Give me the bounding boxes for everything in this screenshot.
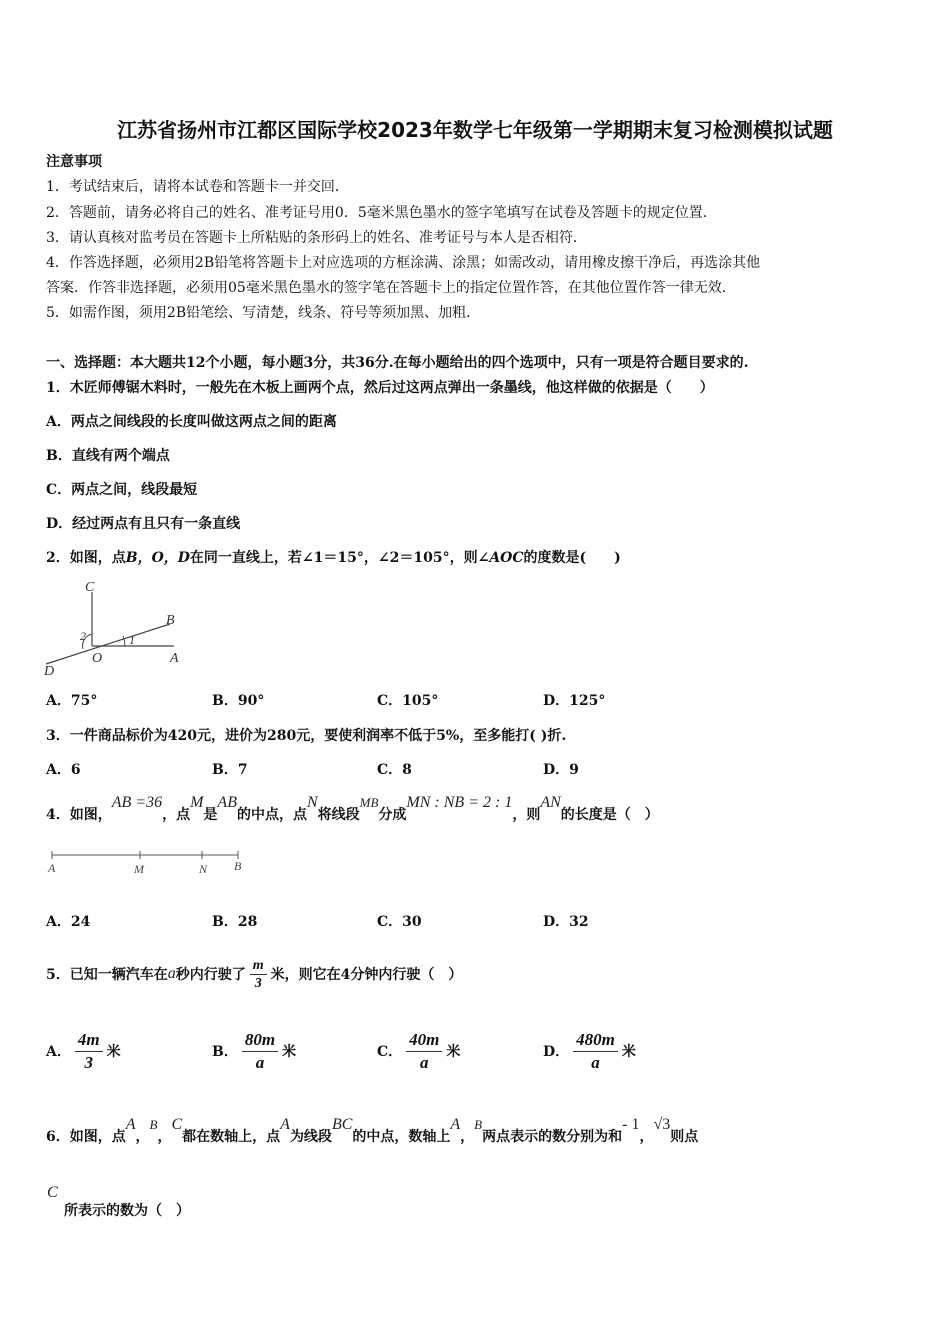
q4-option-b[interactable]: B．28	[212, 914, 258, 930]
fig-label-a: A	[170, 651, 179, 666]
q2-option-d[interactable]: D．125°	[543, 693, 606, 709]
page-title: 江苏省扬州市江都区国际学校2023年数学七年级第一学期期末复习检测模拟试题	[117, 118, 833, 142]
section-heading: 一、选择题：本大题共12个小题，每小题3分，共36分.在每小题给出的四个选项中，只有一项是符合题目要求的.	[46, 355, 749, 371]
angle-figure	[42, 574, 187, 678]
question-6-stem: 6．如图，点A，B，C都在数轴上，点A为线段BC的中点，数轴上A，B两点表示的数分别为和- 1，√3则点	[46, 1116, 699, 1145]
fig-label-d: D	[44, 664, 55, 678]
notice-heading: 注意事项	[46, 154, 102, 170]
q4-option-a[interactable]: A．24	[46, 914, 91, 930]
seg-label-b: B	[234, 859, 242, 873]
question-4-stem: 4．如图，AB =36，点M是AB的中点，点N将线段MB分成MN : NB = 2 : 1，则AN的长度是（ ）	[46, 794, 659, 823]
question-2-stem: 2．如图，点B，O，D在同一直线上，若∠1＝15°，∠2＝105°，则∠AOC的度数是( )	[46, 550, 621, 566]
fig-angle-1: 1	[129, 633, 135, 647]
q1-option-c[interactable]: C．两点之间，线段最短	[46, 482, 198, 498]
q3-option-c[interactable]: C．8	[377, 762, 412, 778]
q5-option-d[interactable]: D． $\frac{480m}{a}$ 米	[543, 1029, 636, 1072]
seg-label-n: N	[199, 862, 208, 876]
question-1-stem: 1．木匠师傅锯木料时，一般先在木板上画两个点，然后过这两点弹出一条墨线，他这样做的依据是（ ）	[46, 380, 714, 396]
question-5-stem: 5．已知一辆汽车在 a 秒内行驶了 $\frac{m}{3}$ 米，则它在4分钟内行驶（ ）	[46, 957, 463, 991]
q2-option-a[interactable]: A．75°	[46, 693, 98, 709]
notice-item-4: 4．作答选择题，必须用2B铅笔将答题卡上对应选项的方框涂满、涂黑；如需改动，请用橡皮擦干净后，再选涂其他	[46, 255, 761, 271]
q5-option-c[interactable]: C． $\frac{40m}{a}$ 米	[377, 1029, 461, 1072]
question-3-stem: 3．一件商品标价为420元，进价为280元，要使利润率不低于5%，至多能打( )折.	[46, 728, 567, 744]
q1-option-d[interactable]: D．经过两点有且只有一条直线	[46, 516, 241, 532]
q6-label-c: C	[47, 1184, 58, 1201]
q2-option-b[interactable]: B．90°	[212, 693, 265, 709]
fig-angle-2: 2	[80, 629, 86, 643]
notice-item-3: 3．请认真核对监考员在答题卡上所粘贴的条形码上的姓名、准考证号与本人是否相符．	[46, 230, 587, 246]
q3-option-d[interactable]: D．9	[543, 762, 579, 778]
notice-item-5: 5．如需作图，须用2B铅笔绘、写清楚，线条、符号等须加黑、加粗．	[46, 305, 481, 321]
notice-item-4-cont: 答案．作答非选择题，必须用05毫米黑色墨水的签字笔在答题卡上的指定位置作答，在其他位置作答一律无效．	[46, 280, 736, 296]
q4-option-c[interactable]: C．30	[377, 914, 422, 930]
fig-label-b: B	[166, 613, 175, 628]
q5-option-b[interactable]: B． $\frac{80m}{a}$ 米	[212, 1029, 297, 1072]
seg-label-m: M	[134, 862, 144, 876]
q1-option-b[interactable]: B．直线有两个端点	[46, 448, 170, 464]
notice-item-2: 2．答题前，请务必将自己的姓名、准考证号用0．5毫米黑色墨水的签字笔填写在试卷及答题卡的规定位置．	[46, 205, 717, 221]
q3-option-a[interactable]: A．6	[46, 762, 81, 778]
q1-option-a[interactable]: A．两点之间线段的长度叫做这两点之间的距离	[46, 414, 337, 430]
q3-option-b[interactable]: B．7	[212, 762, 248, 778]
q2-option-c[interactable]: C．105°	[377, 693, 439, 709]
question-6-stem-cont: 所表示的数为（ ）	[64, 1203, 190, 1219]
notice-item-1: 1．考试结束后，请将本试卷和答题卡一并交回．	[46, 179, 349, 195]
q5-fraction: $\frac{m}{3}$	[250, 957, 267, 992]
fig-label-o: O	[92, 651, 103, 666]
q5-option-a[interactable]: A． $\frac{4m}{3}$ 米	[46, 1029, 121, 1072]
segment-figure	[42, 850, 252, 882]
seg-label-a: A	[48, 861, 56, 875]
fig-label-c: C	[85, 580, 95, 595]
q4-option-d[interactable]: D．32	[543, 914, 589, 930]
